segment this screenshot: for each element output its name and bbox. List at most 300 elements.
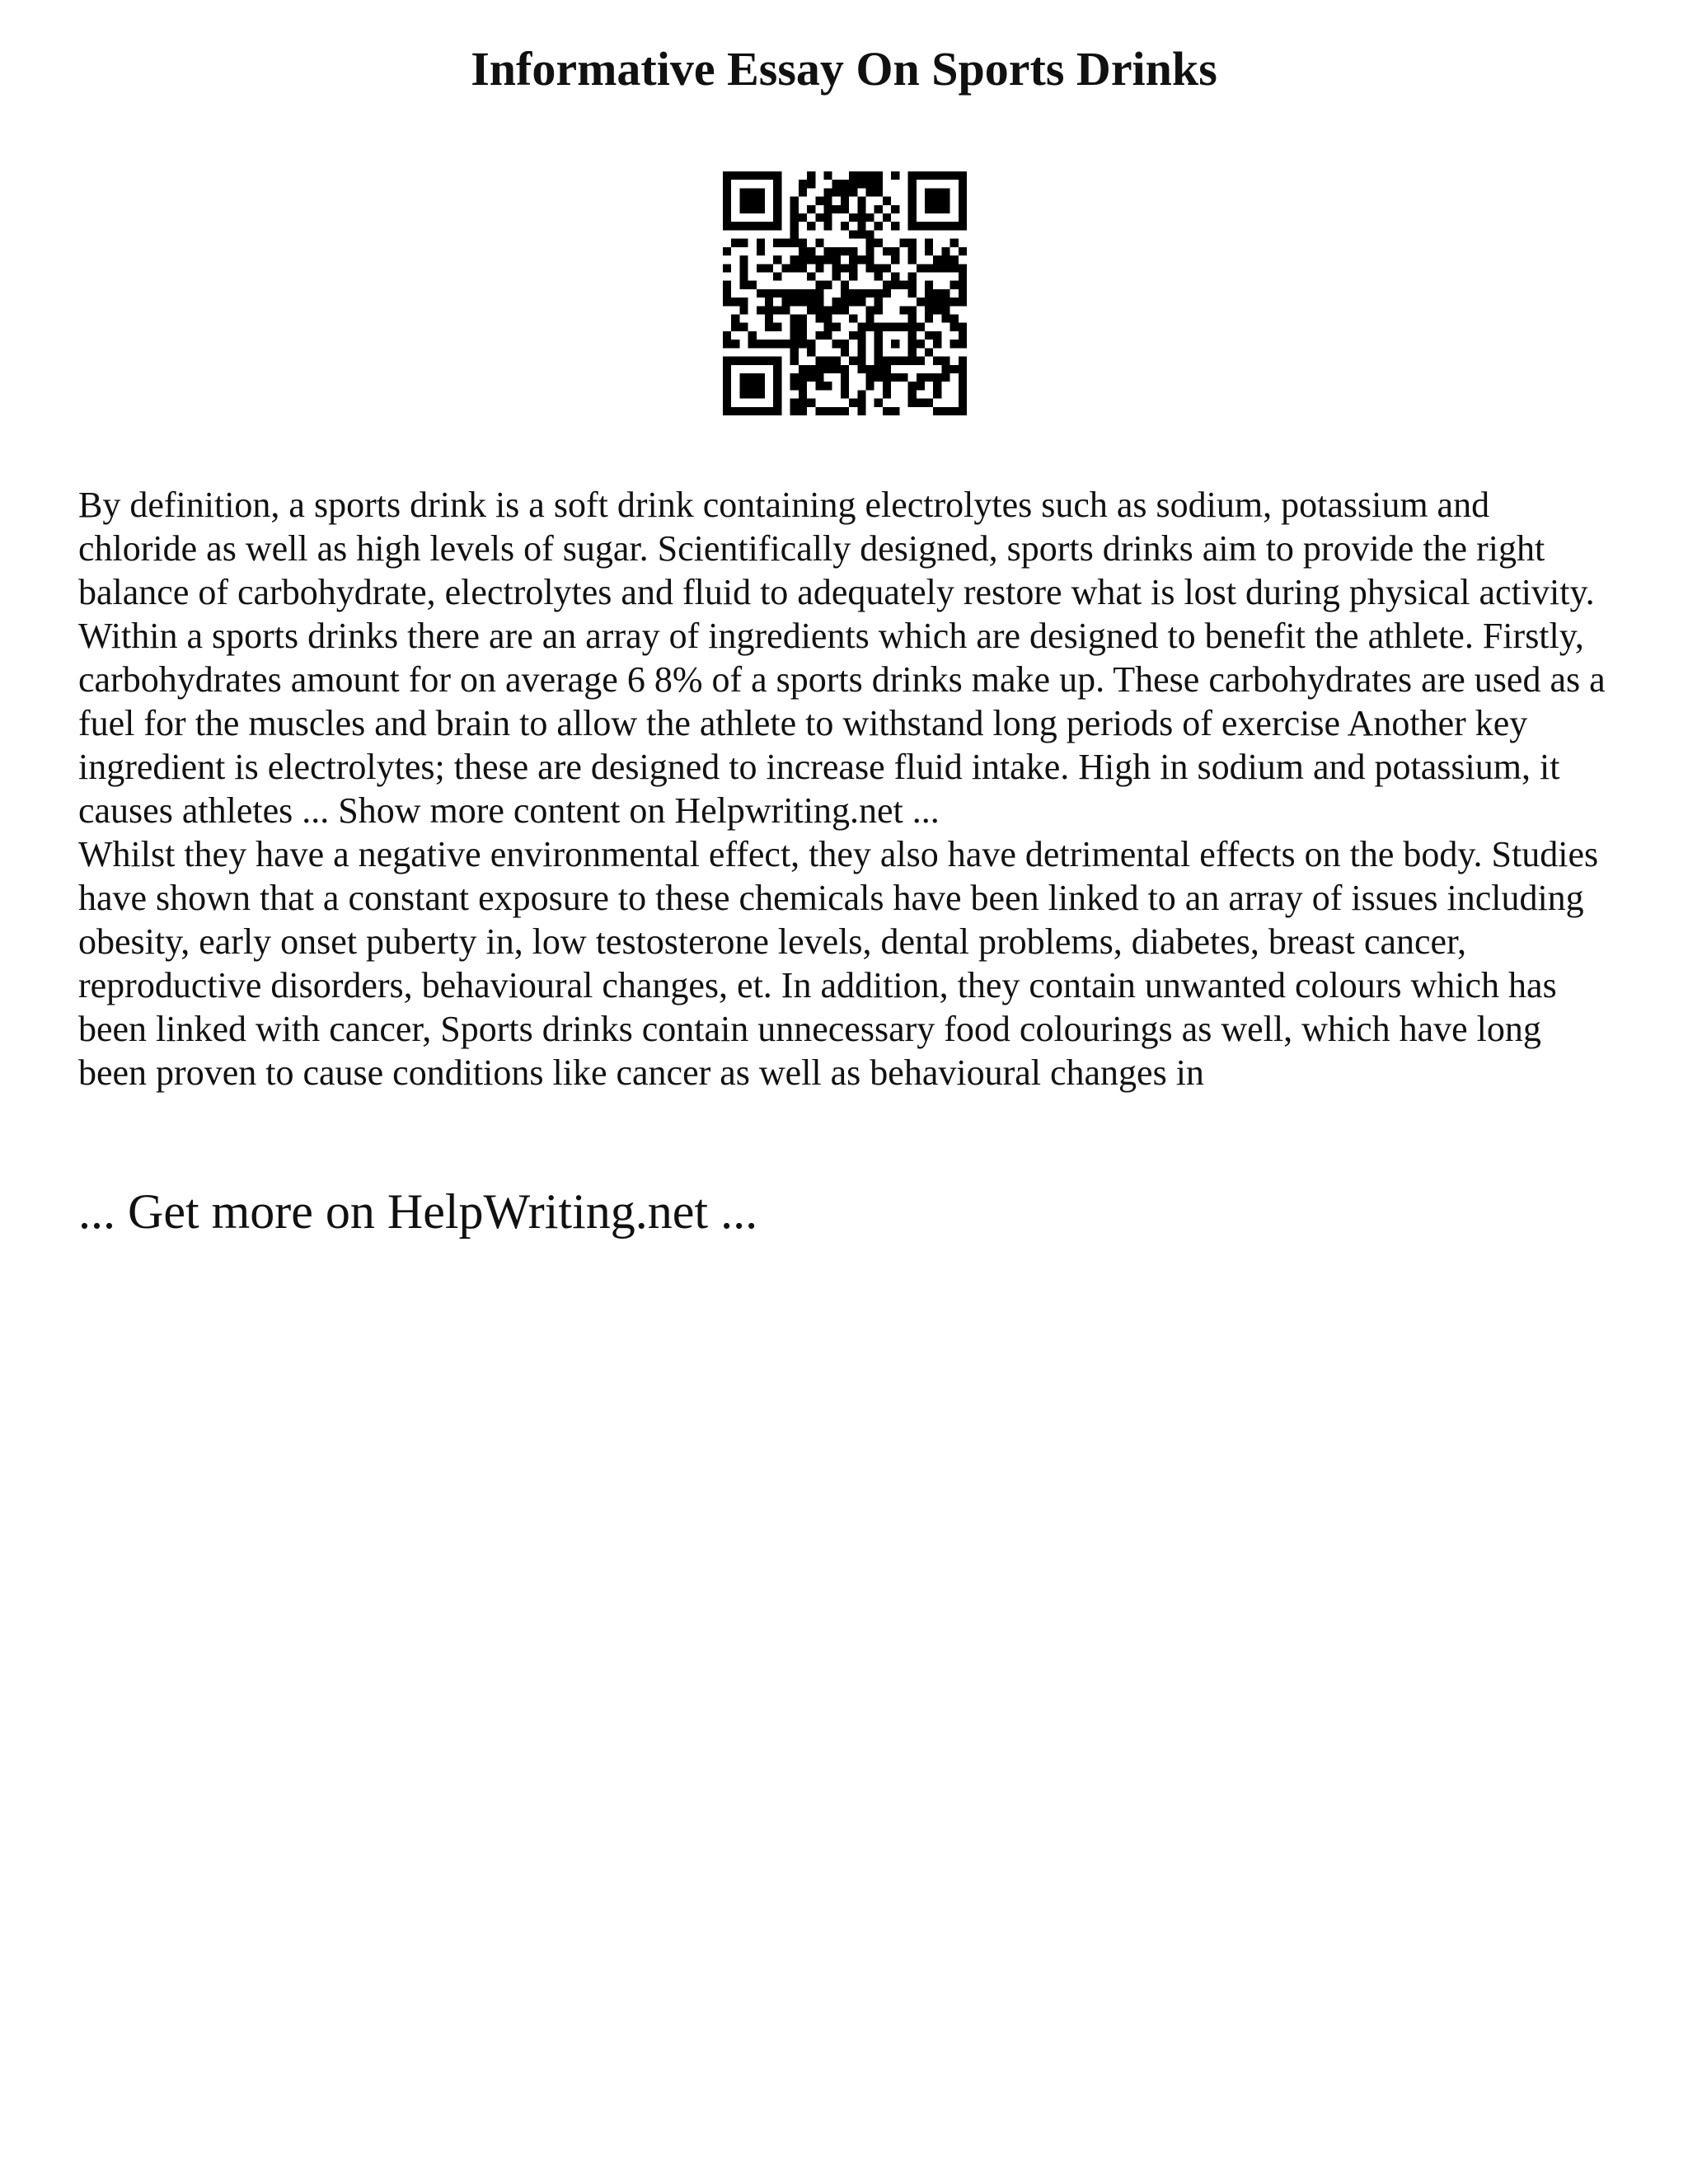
qr-module — [908, 255, 917, 264]
qr-module — [941, 365, 950, 373]
qr-module — [925, 331, 933, 340]
qr-module — [866, 255, 874, 264]
qr-module — [739, 222, 748, 230]
qr-module — [799, 264, 807, 272]
qr-module — [874, 188, 883, 196]
qr-module — [723, 222, 731, 230]
qr-module — [757, 357, 765, 365]
qr-module — [841, 306, 849, 314]
qr-module — [857, 407, 865, 415]
qr-module — [908, 180, 917, 188]
qr-module — [866, 306, 874, 314]
qr-module — [790, 331, 799, 340]
qr-module — [857, 230, 865, 238]
qr-module — [959, 298, 967, 306]
qr-module — [959, 365, 967, 373]
qr-module — [799, 331, 807, 340]
qr-module — [899, 357, 907, 365]
qr-module — [899, 306, 907, 314]
qr-module — [891, 373, 899, 382]
qr-module — [723, 373, 731, 382]
qr-module — [841, 281, 849, 289]
qr-module — [790, 399, 799, 407]
qr-module — [925, 306, 933, 314]
qr-module — [807, 180, 815, 188]
qr-module — [874, 331, 883, 340]
qr-module — [773, 255, 781, 264]
qr-module — [807, 340, 815, 348]
qr-module — [748, 222, 757, 230]
qr-module — [807, 205, 815, 213]
qr-module — [748, 390, 757, 398]
qr-module — [723, 247, 731, 255]
qr-module — [908, 205, 917, 213]
qr-module — [849, 272, 857, 280]
qr-module — [857, 197, 865, 205]
qr-module — [925, 399, 933, 407]
qr-module — [941, 171, 950, 180]
qr-module — [748, 188, 757, 196]
qr-module — [941, 188, 950, 196]
qr-module — [959, 205, 967, 213]
qr-module — [823, 188, 832, 196]
qr-module — [799, 315, 807, 323]
qr-module — [899, 373, 907, 382]
qr-module — [917, 382, 925, 390]
qr-module — [773, 180, 781, 188]
qr-module — [799, 407, 807, 415]
qr-module — [959, 390, 967, 398]
qr-module — [841, 348, 849, 356]
qr-module — [739, 264, 748, 272]
qr-module — [773, 357, 781, 365]
qr-module — [832, 340, 841, 348]
qr-module — [891, 255, 899, 264]
qr-module — [925, 197, 933, 205]
qr-module — [807, 298, 815, 306]
qr-module — [807, 289, 815, 298]
qr-module — [941, 205, 950, 213]
qr-module — [757, 239, 765, 247]
qr-module — [723, 281, 731, 289]
qr-module — [874, 205, 883, 213]
qr-module — [723, 289, 731, 298]
qr-module — [950, 281, 959, 289]
qr-module — [950, 239, 959, 247]
qr-module — [950, 171, 959, 180]
qr-module — [832, 205, 841, 213]
qr-module — [866, 247, 874, 255]
qr-module — [841, 340, 849, 348]
qr-module — [841, 289, 849, 298]
qr-module — [933, 340, 941, 348]
qr-module — [757, 306, 765, 314]
qr-module — [908, 390, 917, 398]
qr-module — [950, 222, 959, 230]
qr-module — [959, 197, 967, 205]
qr-module — [815, 407, 823, 415]
qr-module — [959, 180, 967, 188]
qr-module — [815, 382, 823, 390]
qr-module — [874, 180, 883, 188]
qr-module — [823, 407, 832, 415]
qr-module — [748, 197, 757, 205]
qr-module — [823, 222, 832, 230]
qr-module — [739, 390, 748, 398]
qr-module — [959, 247, 967, 255]
qr-module — [765, 222, 773, 230]
qr-module — [815, 281, 823, 289]
qr-module — [739, 407, 748, 415]
qr-module — [908, 323, 917, 331]
qr-module — [849, 264, 857, 272]
qr-module — [773, 205, 781, 213]
qr-module — [781, 306, 790, 314]
qr-module — [908, 171, 917, 180]
qr-module — [757, 222, 765, 230]
qr-module — [832, 298, 841, 306]
qr-module — [832, 365, 841, 373]
qr-module — [765, 357, 773, 365]
qr-module — [823, 281, 832, 289]
qr-module — [765, 264, 773, 272]
qr-module — [781, 298, 790, 306]
qr-module — [925, 281, 933, 289]
qr-module — [748, 281, 757, 289]
qr-module — [739, 357, 748, 365]
qr-module — [841, 180, 849, 188]
qr-module — [857, 340, 865, 348]
qr-module — [723, 357, 731, 365]
qr-module — [739, 197, 748, 205]
qr-module — [841, 264, 849, 272]
qr-module — [823, 213, 832, 222]
qr-module — [857, 323, 865, 331]
qr-module — [757, 247, 765, 255]
qr-module — [739, 323, 748, 331]
qr-module — [815, 197, 823, 205]
qr-module — [841, 373, 849, 382]
qr-module — [857, 289, 865, 298]
qr-module — [748, 171, 757, 180]
qr-module — [790, 264, 799, 272]
qr-module — [874, 171, 883, 180]
qr-module — [841, 382, 849, 390]
qr-module — [874, 373, 883, 382]
qr-module — [857, 222, 865, 230]
qr-module — [891, 281, 899, 289]
qr-module — [731, 407, 739, 415]
qr-module — [941, 289, 950, 298]
qr-module — [790, 323, 799, 331]
qr-module — [908, 188, 917, 196]
qr-module — [841, 205, 849, 213]
qr-module — [815, 289, 823, 298]
qr-module — [765, 298, 773, 306]
qr-module — [857, 180, 865, 188]
qr-module — [933, 298, 941, 306]
qr-module — [748, 357, 757, 365]
qr-module — [790, 373, 799, 382]
qr-module — [739, 255, 748, 264]
qr-module — [790, 213, 799, 222]
qr-module — [933, 205, 941, 213]
qr-module — [950, 407, 959, 415]
qr-module — [908, 382, 917, 390]
qr-module — [866, 365, 874, 373]
qr-module — [723, 298, 731, 306]
qr-module — [757, 171, 765, 180]
qr-module — [799, 247, 807, 255]
qr-module — [925, 247, 933, 255]
qr-module — [950, 315, 959, 323]
qr-module — [925, 264, 933, 272]
qr-module — [841, 197, 849, 205]
qr-module — [941, 197, 950, 205]
qr-module — [866, 239, 874, 247]
qr-module — [883, 365, 891, 373]
qr-module — [874, 340, 883, 348]
qr-module — [933, 222, 941, 230]
qr-module — [959, 281, 967, 289]
qr-module — [799, 399, 807, 407]
qr-module — [773, 382, 781, 390]
qr-module — [883, 390, 891, 398]
qr-module — [874, 323, 883, 331]
qr-module — [757, 205, 765, 213]
qr-module — [933, 197, 941, 205]
qr-module — [917, 264, 925, 272]
qr-module — [790, 255, 799, 264]
paragraph-effects: Whilst they have a negative environmental effect, they also have detrimental effects on the body. Studies have shown that a constant exposure to these chemicals have been linked to an array of issues including obesity, early onset puberty in, low testosterone levels, dental problems, diabetes, breast cancer, reproductive disorders, behavioural changes, et. In addition, they contain unwanted colours which has been linked with cancer, Sports drinks contain unnecessary food colourings as well, which have long been proven to cause conditions like cancer as well as behavioural changes in — [78, 834, 1599, 1093]
qr-module — [883, 281, 891, 289]
qr-module — [857, 390, 865, 398]
qr-module — [908, 222, 917, 230]
qr-module — [908, 197, 917, 205]
qr-module — [823, 365, 832, 373]
qr-module — [841, 247, 849, 255]
qr-module — [891, 357, 899, 365]
qr-module — [739, 281, 748, 289]
qr-module — [883, 357, 891, 365]
qr-module — [874, 357, 883, 365]
qr-module — [950, 323, 959, 331]
qr-module — [739, 205, 748, 213]
qr-module — [773, 222, 781, 230]
qr-module — [807, 365, 815, 373]
qr-module — [799, 390, 807, 398]
qr-module — [765, 340, 773, 348]
qr-module — [790, 315, 799, 323]
qr-module — [731, 340, 739, 348]
qr-module — [799, 340, 807, 348]
qr-module — [748, 205, 757, 213]
qr-module — [933, 373, 941, 382]
qr-module — [790, 357, 799, 365]
qr-module — [908, 306, 917, 314]
qr-module — [917, 171, 925, 180]
qr-module — [790, 407, 799, 415]
qr-module — [849, 298, 857, 306]
qr-module — [950, 264, 959, 272]
qr-module — [815, 239, 823, 247]
qr-module — [925, 315, 933, 323]
qr-module — [941, 298, 950, 306]
qr-module — [799, 255, 807, 264]
qr-module — [925, 205, 933, 213]
qr-module — [883, 323, 891, 331]
qr-module — [773, 365, 781, 373]
qr-module — [799, 188, 807, 196]
qr-module — [866, 171, 874, 180]
qr-module — [891, 272, 899, 280]
qr-module — [917, 323, 925, 331]
qr-module — [773, 306, 781, 314]
qr-module — [899, 281, 907, 289]
qr-module — [874, 239, 883, 247]
qr-module — [723, 171, 731, 180]
qr-module — [807, 171, 815, 180]
qr-module — [773, 390, 781, 398]
qr-module — [731, 171, 739, 180]
qr-module — [908, 315, 917, 323]
qr-module — [765, 323, 773, 331]
qr-module — [849, 188, 857, 196]
qr-module — [757, 382, 765, 390]
qr-module — [723, 399, 731, 407]
qr-module — [933, 357, 941, 365]
qr-module — [773, 213, 781, 222]
qr-module — [908, 289, 917, 298]
qr-module — [823, 205, 832, 213]
qr-module — [959, 373, 967, 382]
qr-module — [849, 255, 857, 264]
qr-module — [933, 306, 941, 314]
qr-module — [883, 382, 891, 390]
qr-module — [731, 222, 739, 230]
qr-module — [883, 213, 891, 222]
qr-module — [807, 222, 815, 230]
qr-module — [748, 331, 757, 340]
qr-module — [874, 348, 883, 356]
qr-module — [933, 390, 941, 398]
qr-module — [799, 298, 807, 306]
qr-module — [739, 373, 748, 382]
qr-module — [823, 171, 832, 180]
qr-module — [841, 298, 849, 306]
qr-module — [799, 180, 807, 188]
qr-module — [941, 315, 950, 323]
qr-module — [841, 222, 849, 230]
qr-module — [925, 222, 933, 230]
qr-module — [849, 247, 857, 255]
qr-module — [748, 407, 757, 415]
qr-module — [959, 264, 967, 272]
qr-module — [799, 213, 807, 222]
qr-module — [849, 357, 857, 365]
qr-module — [959, 382, 967, 390]
qr-module — [866, 180, 874, 188]
qr-module — [883, 247, 891, 255]
qr-module — [731, 357, 739, 365]
qr-module — [832, 188, 841, 196]
paragraph-definition: By definition, a sports drink is a soft drink containing electrolytes such as sodium, potassium and chloride as well as high levels of sugar. Scientifically designed, sports drinks aim to provide the right balance of carbohydrate, electrolytes and fluid to adequately restore what is lost during physical activity. — [78, 485, 1595, 612]
qr-module — [748, 382, 757, 390]
qr-module — [959, 323, 967, 331]
qr-module — [739, 272, 748, 280]
qr-module — [908, 213, 917, 222]
qr-module — [757, 197, 765, 205]
qr-module — [849, 315, 857, 323]
qr-module — [765, 289, 773, 298]
qr-module — [849, 171, 857, 180]
qr-module — [849, 230, 857, 238]
qr-module — [941, 255, 950, 264]
qr-module — [815, 264, 823, 272]
qr-module — [799, 382, 807, 390]
qr-module — [891, 222, 899, 230]
qr-module — [874, 289, 883, 298]
qr-module — [959, 213, 967, 222]
qr-module — [815, 298, 823, 306]
qr-module — [857, 255, 865, 264]
qr-module — [841, 365, 849, 373]
qr-module — [933, 382, 941, 390]
qr-module — [899, 239, 907, 247]
qr-module — [823, 357, 832, 365]
qr-module — [790, 230, 799, 238]
qr-module — [757, 289, 765, 298]
qr-module — [941, 247, 950, 255]
qr-module — [823, 382, 832, 390]
qr-module — [723, 365, 731, 373]
qr-module — [773, 399, 781, 407]
qr-module — [832, 272, 841, 280]
qr-module — [773, 171, 781, 180]
qr-module — [866, 230, 874, 238]
qr-module — [765, 315, 773, 323]
qr-module — [799, 323, 807, 331]
qr-module — [925, 298, 933, 306]
qr-module — [874, 306, 883, 314]
qr-module — [866, 373, 874, 382]
qr-module — [933, 255, 941, 264]
document-title: Informative Essay On Sports Drinks — [471, 42, 1217, 96]
qr-module — [874, 272, 883, 280]
qr-module — [857, 213, 865, 222]
qr-module — [883, 407, 891, 415]
qr-module — [773, 272, 781, 280]
qr-module — [723, 197, 731, 205]
qr-module — [815, 213, 823, 222]
qr-module — [891, 340, 899, 348]
qr-module — [781, 239, 790, 247]
qr-module — [857, 298, 865, 306]
qr-module — [807, 272, 815, 280]
qr-module — [799, 373, 807, 382]
qr-module — [866, 264, 874, 272]
qr-module — [925, 373, 933, 382]
qr-module — [773, 239, 781, 247]
get-more-link[interactable]: ... Get more on HelpWriting.net ... — [78, 1184, 758, 1239]
qr-module — [799, 239, 807, 247]
qr-code-icon[interactable] — [723, 171, 967, 415]
qr-module — [933, 264, 941, 272]
qr-module — [941, 373, 950, 382]
qr-module — [933, 171, 941, 180]
qr-module — [815, 306, 823, 314]
essay-body — [78, 483, 1611, 1094]
